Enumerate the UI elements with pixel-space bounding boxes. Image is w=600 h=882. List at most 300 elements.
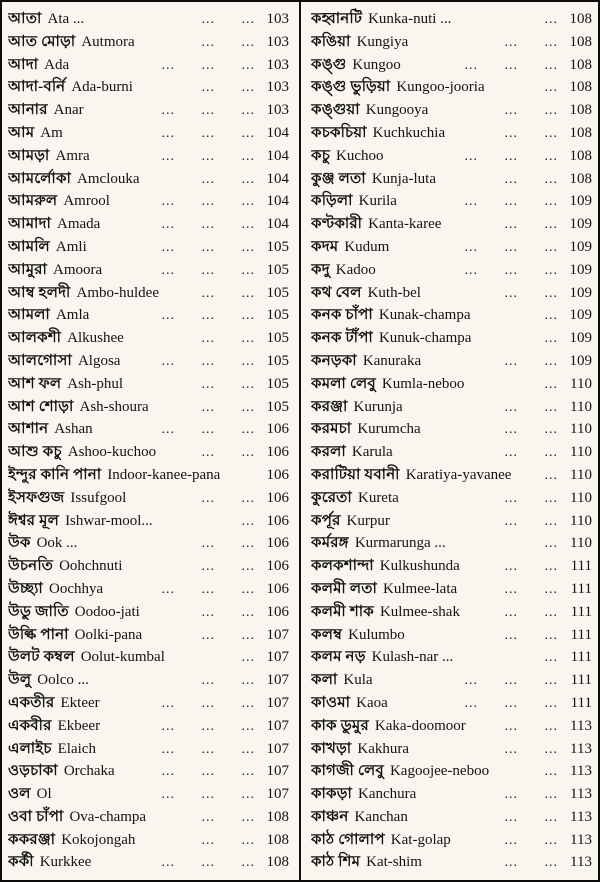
dot-leader: ... ... [504,103,558,119]
roman-term: Amoora [53,261,103,278]
page-number: 106 [266,535,289,552]
page-number: 110 [570,421,592,438]
roman-term: Kanchura [358,786,417,803]
dot-leader: ... ... [504,581,558,597]
bengali-term: আমড়া [8,147,50,164]
roman-term: Ook ... [36,535,78,552]
page-number: 105 [266,330,289,347]
bengali-term: একতীর [8,694,55,711]
page-number: 107 [266,672,289,689]
bengali-term: কঙিয়া [311,33,351,50]
dot-leader: ... ... [201,832,255,848]
bengali-term: করাটিয়া যবানী [311,466,400,483]
dot-leader: ... [544,650,558,666]
roman-term: Kat-golap [390,831,451,848]
page-number: 107 [266,626,289,643]
dot-leader: ... ... ... [161,764,255,780]
bengali-term: কুরেতা [311,489,352,506]
page-number: 113 [570,854,592,871]
bengali-term: ঈশ্বর মূল [8,512,60,529]
dot-leader: ... ... [201,399,255,415]
index-entry [8,350,289,373]
bengali-term: কচু [311,147,330,164]
index-entry [8,669,289,692]
index-entry [8,646,289,669]
bengali-term: আম্ব হলদী [8,284,71,301]
dot-leader: ... ... [504,604,558,620]
roman-term: Ada [44,56,70,73]
dot-leader: ... ... [504,34,558,50]
page-number: 103 [266,102,289,119]
roman-term: Ambo-huldee [76,284,159,301]
dot-leader: ... ... [201,12,255,27]
dot-leader: ... [544,536,558,552]
roman-term: Ashoo-kuchoo [67,444,157,461]
page-number: 107 [266,694,289,711]
bengali-term: আমাদা [8,216,52,233]
bengali-term: করলা [311,444,346,461]
roman-term: Kulkushunda [379,558,460,575]
roman-term: Kulash-nar ... [371,649,454,666]
index-entry [311,236,592,259]
dot-leader: ... ... [504,832,558,848]
page-number: 104 [266,124,289,141]
bengali-term: কর্কী [8,854,34,871]
dot-leader: ... ... ... [161,787,255,803]
roman-term: Kunja-luta [371,170,436,187]
dot-leader: ... [544,764,558,780]
page-number: 109 [569,193,592,210]
index-entry [311,304,592,327]
page-number: 103 [266,11,289,27]
bengali-term: কনড়কা [311,352,357,369]
page-number: 107 [266,740,289,757]
roman-term: Amclouka [77,170,140,187]
bengali-term: আদা [8,56,39,73]
page-number: 105 [266,307,289,324]
dot-leader: ... ... [504,559,558,575]
page-number: 111 [570,649,592,666]
dot-leader: ... ... ... [161,353,255,369]
dot-leader: ... [544,308,558,324]
index-entry [311,441,592,464]
bengali-term: কাঠ শিম [311,854,361,871]
roman-term: Oolco ... [37,672,89,689]
bengali-term: কমলা লেবু [311,375,376,392]
dot-leader: ... ... [504,217,558,233]
page-number: 109 [569,284,592,301]
roman-term: Kanchan [354,808,408,825]
roman-term: Orchaka [63,763,115,780]
bengali-term: আমর্লোকা [8,170,72,187]
index-entry [8,464,289,487]
roman-term: Amrool [63,193,110,210]
page-number: 108 [569,56,592,73]
bengali-term: উচ্ছ্যা [8,580,43,597]
index-entry [8,396,289,419]
index-entry [8,304,289,327]
bengali-term: কলা [311,672,338,689]
dot-leader: ... [544,376,558,392]
dot-leader: ... ... [201,34,255,50]
roman-term: Amada [57,216,101,233]
index-entry [8,145,289,168]
page-number: 110 [570,444,592,461]
index-entry [311,259,592,282]
bengali-term: আশু কচু [8,444,62,461]
index-entry [8,738,289,761]
bengali-term: আশ শোড়া [8,398,74,415]
page-number: 109 [569,330,592,347]
index-entry [8,418,289,441]
index-entry [311,213,592,236]
roman-term: Oolut-kumbal [80,649,165,666]
roman-term: Ata ... [47,11,85,27]
page-number: 108 [569,102,592,119]
page-number: 113 [570,786,592,803]
roman-term: Kungooya [365,102,429,119]
roman-term: Kungoo-jooria [396,79,485,96]
dot-leader: ... ... ... [161,741,255,757]
bengali-term: আনার [8,102,48,119]
page-number: 107 [266,717,289,734]
dot-leader: ... ... ... [161,125,255,141]
dot-leader: ... ... ... [161,308,255,324]
dot-leader: ... ... ... [161,855,255,871]
page-number: 113 [570,740,592,757]
index-entry [311,760,592,783]
page-number: 108 [569,124,592,141]
bengali-term: কুঞ্জ লতা [311,170,366,187]
index-entry [8,122,289,145]
dot-leader: ... ... ... [464,57,558,73]
page-number: 111 [570,626,592,643]
roman-term: Ekbeer [57,717,101,734]
bengali-term: কাগজী লেবু [311,763,384,780]
index-entry [311,99,592,122]
dot-leader: ... ... ... [161,194,255,210]
index-entry [311,692,592,715]
bengali-term: কনক চাঁপা [311,307,373,324]
roman-term: Kulmee-shak [379,603,460,620]
bengali-term: কাঠ গোলাপ [311,831,385,848]
dot-leader: ... ... [504,490,558,506]
bengali-term: কাখড়া [311,740,352,757]
index-entry [311,851,592,874]
dot-leader: ... ... [201,559,255,575]
index-entry [311,122,592,145]
roman-term: Kurmarunga ... [354,535,446,552]
roman-term: Anar [53,102,84,119]
index-entry [311,829,592,852]
index-entry [8,54,289,77]
index-entry [8,31,289,54]
page-number: 110 [570,535,592,552]
index-entry [8,282,289,305]
page-number: 105 [266,261,289,278]
dot-leader: ... [544,331,558,347]
page-number: 106 [266,444,289,461]
index-entry [311,464,592,487]
roman-term: Kokojongah [61,831,136,848]
page-number: 106 [266,466,289,483]
bengali-term: কলমী শাক [311,603,374,620]
roman-term: Kat-shim [366,854,422,871]
dot-leader: ... ... [504,855,558,871]
index-entry [8,601,289,624]
roman-term: Ishwar-mool... [65,512,153,529]
bengali-term: আত মোড়া [8,33,76,50]
index-entry [8,99,289,122]
page-number: 110 [570,398,592,415]
page-number: 111 [570,580,592,597]
bengali-term: ওড়চাকা [8,763,58,780]
roman-term: Oochhya [48,580,104,597]
dot-leader: ... [544,80,558,96]
dot-leader: ... ... [504,809,558,825]
dot-leader: ... ... ... [464,194,558,210]
bengali-term: আশ ফল [8,375,62,392]
roman-term: Kunuk-champa [378,330,472,347]
index-column-right [301,2,598,880]
index-entry [311,31,592,54]
roman-term: Ash-shoura [79,398,149,415]
bengali-term: ইসফগুজ [8,489,65,506]
index-entry [311,190,592,213]
dot-leader: ... ... ... [161,581,255,597]
roman-term: Kuchoo [336,147,384,164]
index-entry [8,259,289,282]
dot-leader: ... ... ... [464,148,558,164]
index-entry [311,54,592,77]
page-number: 111 [570,672,592,689]
dot-leader: ... ... [504,399,558,415]
dot-leader: ... ... ... [161,422,255,438]
bengali-term: কদম [311,238,339,255]
dot-leader: ... ... ... [161,103,255,119]
page-number: 105 [266,375,289,392]
dot-leader: ... [241,650,255,666]
roman-term: Kunak-champa [378,307,471,324]
roman-term: Kanta-karee [368,216,442,233]
bengali-term: উলট কম্বল [8,649,75,666]
dot-leader: ... ... [504,125,558,141]
index-entry [8,168,289,191]
page-number: 108 [569,170,592,187]
bengali-term: আমলি [8,238,50,255]
bengali-term: কদু [311,261,330,278]
index-entry [311,669,592,692]
roman-term: Autmora [81,33,135,50]
roman-term: Kakhura [357,740,410,757]
bengali-term: কঙ্গু [311,56,347,73]
page-number: 109 [569,216,592,233]
roman-term: Kadoo [335,261,376,278]
roman-term: Algosa [77,352,121,369]
page-number: 106 [266,558,289,575]
index-entry [8,715,289,738]
bengali-term: কঙ্গু ভুড়িয়া [311,79,391,96]
bengali-term: আমরুল [8,193,58,210]
bengali-term: আলগোসা [8,352,72,369]
roman-term: Ekteer [60,694,100,711]
index-entry [311,373,592,396]
index-entry [311,350,592,373]
index-entry [311,418,592,441]
page-number: 110 [570,375,592,392]
bengali-term: কলকশান্দা [311,558,374,575]
bengali-term: উলু [8,672,32,689]
page-number: 107 [266,786,289,803]
bengali-term: কহ্বানটি [311,11,363,27]
roman-term: Kuchkuchia [372,124,446,141]
page-number: 106 [266,580,289,597]
index-entry [8,510,289,533]
dot-leader: ... ... ... [161,718,255,734]
bengali-term: কণ্টকারী [311,216,363,233]
index-entry [311,282,592,305]
index-entry [8,578,289,601]
dot-leader: ... [544,467,558,483]
index-entry [311,646,592,669]
dot-leader: ... ... [201,285,255,301]
dot-leader: ... ... ... [161,262,255,278]
index-entry [311,145,592,168]
page-number: 108 [266,808,289,825]
dot-leader: ... ... [504,513,558,529]
bengali-term: উডু জাতি [8,603,69,620]
bengali-term: কাঞ্চন [311,808,349,825]
dot-leader: ... ... [504,422,558,438]
page-number: 109 [569,307,592,324]
page-number: 105 [266,238,289,255]
page-number: 104 [266,147,289,164]
roman-term: Kurpur [346,512,390,529]
dot-leader: ... ... [201,536,255,552]
dot-leader: ... ... ... [464,695,558,711]
index-entry [8,783,289,806]
dot-leader: ... ... [504,787,558,803]
index-entry [311,806,592,829]
bengali-term: উচনতি [8,558,54,575]
roman-term: Karula [351,444,393,461]
roman-term: Kungoo [352,56,401,73]
roman-term: Oodoo-jati [74,603,140,620]
index-entry [8,213,289,236]
bengali-term: আমুরা [8,261,48,278]
page-number: 108 [266,831,289,848]
index-entry [311,601,592,624]
dot-leader: ... ... ... [464,239,558,255]
page-number: 108 [569,33,592,50]
bengali-term: কাক ডুমুর [311,717,369,734]
roman-term: Kuth-bel [367,284,421,301]
roman-term: Kaoa [356,694,388,711]
bengali-term: কর্মরঙ্গ [311,535,349,552]
roman-term: Amli [55,238,87,255]
roman-term: Issufgool [70,489,127,506]
index-entry [8,327,289,350]
page-number: 108 [266,854,289,871]
bengali-term: কাওমা [311,694,351,711]
page-number: 108 [569,79,592,96]
bengali-term: আশান [8,421,49,438]
page-number: 109 [569,261,592,278]
dot-leader: ... ... [201,171,255,187]
page-number: 110 [570,489,592,506]
page-number: 113 [570,831,592,848]
dot-leader: ... ... [201,627,255,643]
page-number: 110 [570,512,592,529]
index-entry [8,441,289,464]
roman-term: Karatiya-yavanee [405,466,512,483]
roman-term: Kulumbo [348,626,405,643]
page-number: 111 [570,558,592,575]
bengali-term: আতা [8,11,42,27]
index-entry [311,327,592,350]
roman-term: Ova-champa [69,808,147,825]
page-number: 113 [570,763,592,780]
page-number: 109 [569,352,592,369]
index-entry [8,76,289,99]
index-entry [311,738,592,761]
index-entry [311,715,592,738]
page-number: 111 [570,694,592,711]
dot-leader: ... ... ... [161,217,255,233]
page-number: 104 [266,216,289,233]
roman-term: Kurunja [353,398,403,415]
page-number: 104 [266,193,289,210]
roman-term: Kumla-neboo [381,375,465,392]
roman-term: Amla [55,307,90,324]
dot-leader: ... ... [201,673,255,689]
bengali-term: ওবা চাঁপা [8,808,64,825]
dot-leader: ... ... [504,741,558,757]
index-entry [8,692,289,715]
page-number: 105 [266,398,289,415]
roman-term: Kudum [344,238,390,255]
roman-term: Indoor-kanee-pana [107,466,221,483]
roman-term: Am [40,124,63,141]
index-entry [311,510,592,533]
dot-leader: ... ... [504,353,558,369]
dot-leader: ... ... [504,627,558,643]
roman-term: Ash-phul [67,375,124,392]
bengali-term: কলম্ব [311,626,343,643]
bengali-term: উল্কি পানা [8,626,69,643]
dot-leader: ... ... [201,445,255,461]
bengali-term: কনক টাঁপা [311,330,373,347]
bengali-term: উক [8,535,31,552]
page-number: 105 [266,284,289,301]
page-number: 103 [266,33,289,50]
dot-leader: ... ... [201,809,255,825]
roman-term: Ol [36,786,52,803]
index-entry [311,396,592,419]
bengali-term: কাকড়া [311,786,352,803]
index-entry [8,532,289,555]
page-number: 103 [266,79,289,96]
page-number: 103 [266,56,289,73]
roman-term: Ashan [54,421,93,438]
bengali-term: আদা-বর্নি [8,79,66,96]
index-entry [8,555,289,578]
roman-term: Kurumcha [357,421,421,438]
dot-leader: ... ... ... [161,57,255,73]
roman-term: Amra [55,147,90,164]
bengali-term: ওল [8,786,31,803]
dot-leader: ... [241,513,255,529]
